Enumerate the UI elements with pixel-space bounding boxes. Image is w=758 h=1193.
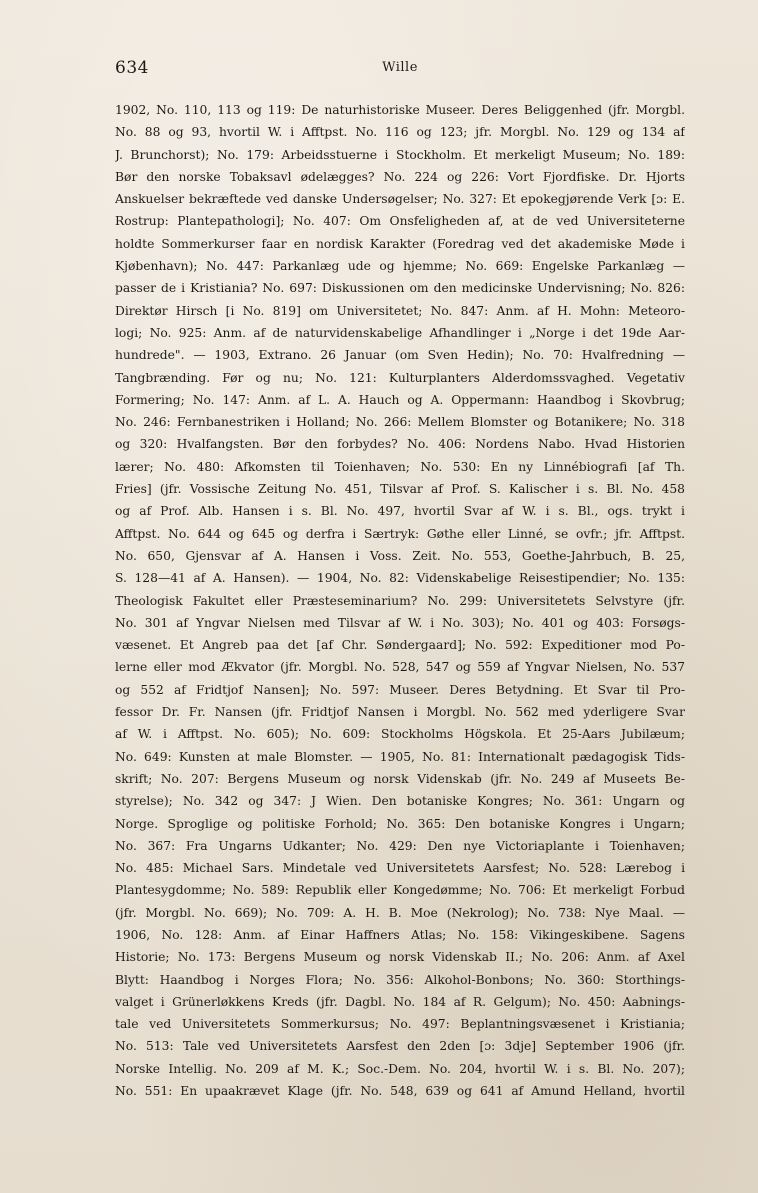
text-line: J. Brunchorst); No. 179: Arbeidsstuerne i Stockholm. Et merkeligt Museum; No. 189: xyxy=(115,147,685,162)
text-line: No. 513: Tale ved Universitetets Aarsfest den 2den [ɔ: 3dje] September 1906 (jfr. xyxy=(115,1039,685,1054)
text-line: Blytt: Haandbog i Norges Flora; No. 356: Alkohol-Bonbons; No. 360: Storthings- xyxy=(115,972,685,987)
text-line: og 320: Hvalfangsten. Bør den forbydes? No. 406: Nordens Nabo. Hvad Historien xyxy=(115,437,685,452)
text-line: (jfr. Morgbl. No. 669); No. 709: A. H. B. Moe (Nekrolog); No. 738: Nye Maal. — xyxy=(115,905,685,920)
text-line: No. 88 og 93, hvortil W. i Afftpst. No. 116 og 123; jfr. Morgbl. No. 129 og 134 af xyxy=(115,125,685,140)
text-line: No. 246: Fernbanestriken i Holland; No. 266: Mellem Blomster og Botanikere; No. 318 xyxy=(115,415,685,430)
text-line: Formering; No. 147: Anm. af L. A. Hauch og A. Oppermann: Haandbog i Skovbrug; xyxy=(115,392,685,407)
text-line: Norge. Sproglige og politiske Forhold; No. 365: Den botaniske Kongres i Ungarn; xyxy=(115,816,685,831)
text-line: Tangbrænding. Før og nu; No. 121: Kulturplanters Alderdomssvaghed. Vegetativ xyxy=(115,370,685,385)
text-line: logi; No. 925: Anm. af de naturvidenskabelige Afhandlinger i „Norge i det 19de Aar- xyxy=(115,325,685,340)
text-line: 1906, No. 128: Anm. af Einar Haffners Atlas; No. 158: Vikingeskibene. Sagens xyxy=(115,927,685,942)
text-line: Kjøbenhavn); No. 447: Parkanlæg ude og hjemme; No. 669: Engelske Parkanlæg — xyxy=(115,259,685,274)
text-line: No. 485: Michael Sars. Mindetale ved Universitetets Aarsfest; No. 528: Lærebog i xyxy=(115,861,685,876)
text-line: Plantesygdomme; No. 589: Republik eller Kongedømme; No. 706: Et merkeligt Forbud xyxy=(115,883,685,898)
text-line: Bør den norske Tobaksavl ødelægges? No. 224 og 226: Vort Fjordfiske. Dr. Hjorts xyxy=(115,169,685,184)
text-line: lerne eller mod Ækvator (jfr. Morgbl. No. 528, 547 og 559 af Yngvar Nielsen, No. 537 xyxy=(115,660,685,675)
text-line: lærer; No. 480: Afkomsten til Toienhaven; No. 530: En ny Linnébiografi [af Th. xyxy=(115,459,685,474)
text-line: Direktør Hirsch [i No. 819] om Universitetet; No. 847: Anm. af H. Mohn: Meteoro- xyxy=(115,303,685,318)
text-line: No. 367: Fra Ungarns Udkanter; No. 429: Den nye Victoriaplante i Toienhaven; xyxy=(115,838,685,853)
text-line: Rostrup: Plantepathologi]; No. 407: Om Onsfeligheden af, at de ved Universiteterne xyxy=(115,214,685,229)
running-head: Wille xyxy=(382,60,418,75)
text-line: No. 551: En upaakrævet Klage (jfr. No. 548, 639 og 641 af Amund Helland, hvortil xyxy=(115,1084,685,1099)
text-line: af W. i Afftpst. No. 605); No. 609: Stockholms Högskola. Et 25-Aars Jubilæum; xyxy=(115,727,685,742)
text-line: styrelse); No. 342 og 347: J Wien. Den botaniske Kongres; No. 361: Ungarn og xyxy=(115,794,685,809)
text-line: No. 301 af Yngvar Nielsen med Tilsvar af W. i No. 303); No. 401 og 403: Forsøgs- xyxy=(115,615,685,630)
page-header xyxy=(115,58,685,82)
text-line: Historie; No. 173: Bergens Museum og norsk Videnskab II.; No. 206: Anm. af Axel xyxy=(115,950,685,965)
text-line: passer de i Kristiania? No. 697: Diskussionen om den medicinske Undervisning; No. 826: xyxy=(115,281,685,296)
text-line: Anskuelser bekræftede ved danske Undersøgelser; No. 327: Et epokegjørende Verk [ɔ: E. xyxy=(115,192,685,207)
text-line: Theologisk Fakultet eller Præsteseminarium? No. 299: Universitetets Selvstyre (jfr. xyxy=(115,593,685,608)
page-number: 634 xyxy=(115,58,149,78)
text-line: hundrede". — 1903, Extrano. 26 Januar (om Sven Hedin); No. 70: Hvalfredning — xyxy=(115,348,685,363)
text-line: holdte Sommerkurser faar en nordisk Karakter (Foredrag ved det akademiske Møde i xyxy=(115,236,685,251)
text-line: skrift; No. 207: Bergens Museum og norsk Videnskab (jfr. No. 249 af Museets Be- xyxy=(115,771,685,786)
text-line: Fries] (jfr. Vossische Zeitung No. 451, Tilsvar af Prof. S. Kalischer i s. Bl. No. 458 xyxy=(115,482,685,497)
text-line: S. 128—41 af A. Hansen). — 1904, No. 82: Videnskabelige Reisestipendier; No. 135: xyxy=(115,571,685,586)
bibliography-text xyxy=(115,99,685,1102)
text-line: Norske Intellig. No. 209 af M. K.; Soc.-Dem. No. 204, hvortil W. i s. Bl. No. 207); xyxy=(115,1061,685,1076)
text-line: 1902, No. 110, 113 og 119: De naturhistoriske Museer. Deres Beliggenhed (jfr. Morgbl. xyxy=(115,103,685,117)
text-line: No. 650, Gjensvar af A. Hansen i Voss. Zeit. No. 553, Goethe-Jahrbuch, B. 25, xyxy=(115,548,685,563)
text-line: Afftpst. No. 644 og 645 og derfra i Særtryk: Gøthe eller Linné, se ovfr.; jfr. Afftpst. xyxy=(115,526,685,541)
text-line: væsenet. Et Angreb paa det [af Chr. Søndergaard]; No. 592: Expeditioner mod Po- xyxy=(115,638,685,653)
text-line: No. 649: Kunsten at male Blomster. — 1905, No. 81: Internationalt pædagogisk Tids- xyxy=(115,749,685,764)
text-line: og af Prof. Alb. Hansen i s. Bl. No. 497, hvortil Svar af W. i s. Bl., ogs. trykt i xyxy=(115,504,685,519)
text-line: valget i Grünerløkkens Kreds (jfr. Dagbl. No. 184 af R. Gelgum); No. 450: Aabnings- xyxy=(115,994,685,1009)
text-line: fessor Dr. Fr. Nansen (jfr. Fridtjof Nansen i Morgbl. No. 562 med yderligere Svar xyxy=(115,705,685,720)
text-line: og 552 af Fridtjof Nansen]; No. 597: Museer. Deres Betydning. Et Svar til Pro- xyxy=(115,682,685,697)
text-line: tale ved Universitetets Sommerkursus; No. 497: Beplantningsvæsenet i Kristiania; xyxy=(115,1017,685,1032)
